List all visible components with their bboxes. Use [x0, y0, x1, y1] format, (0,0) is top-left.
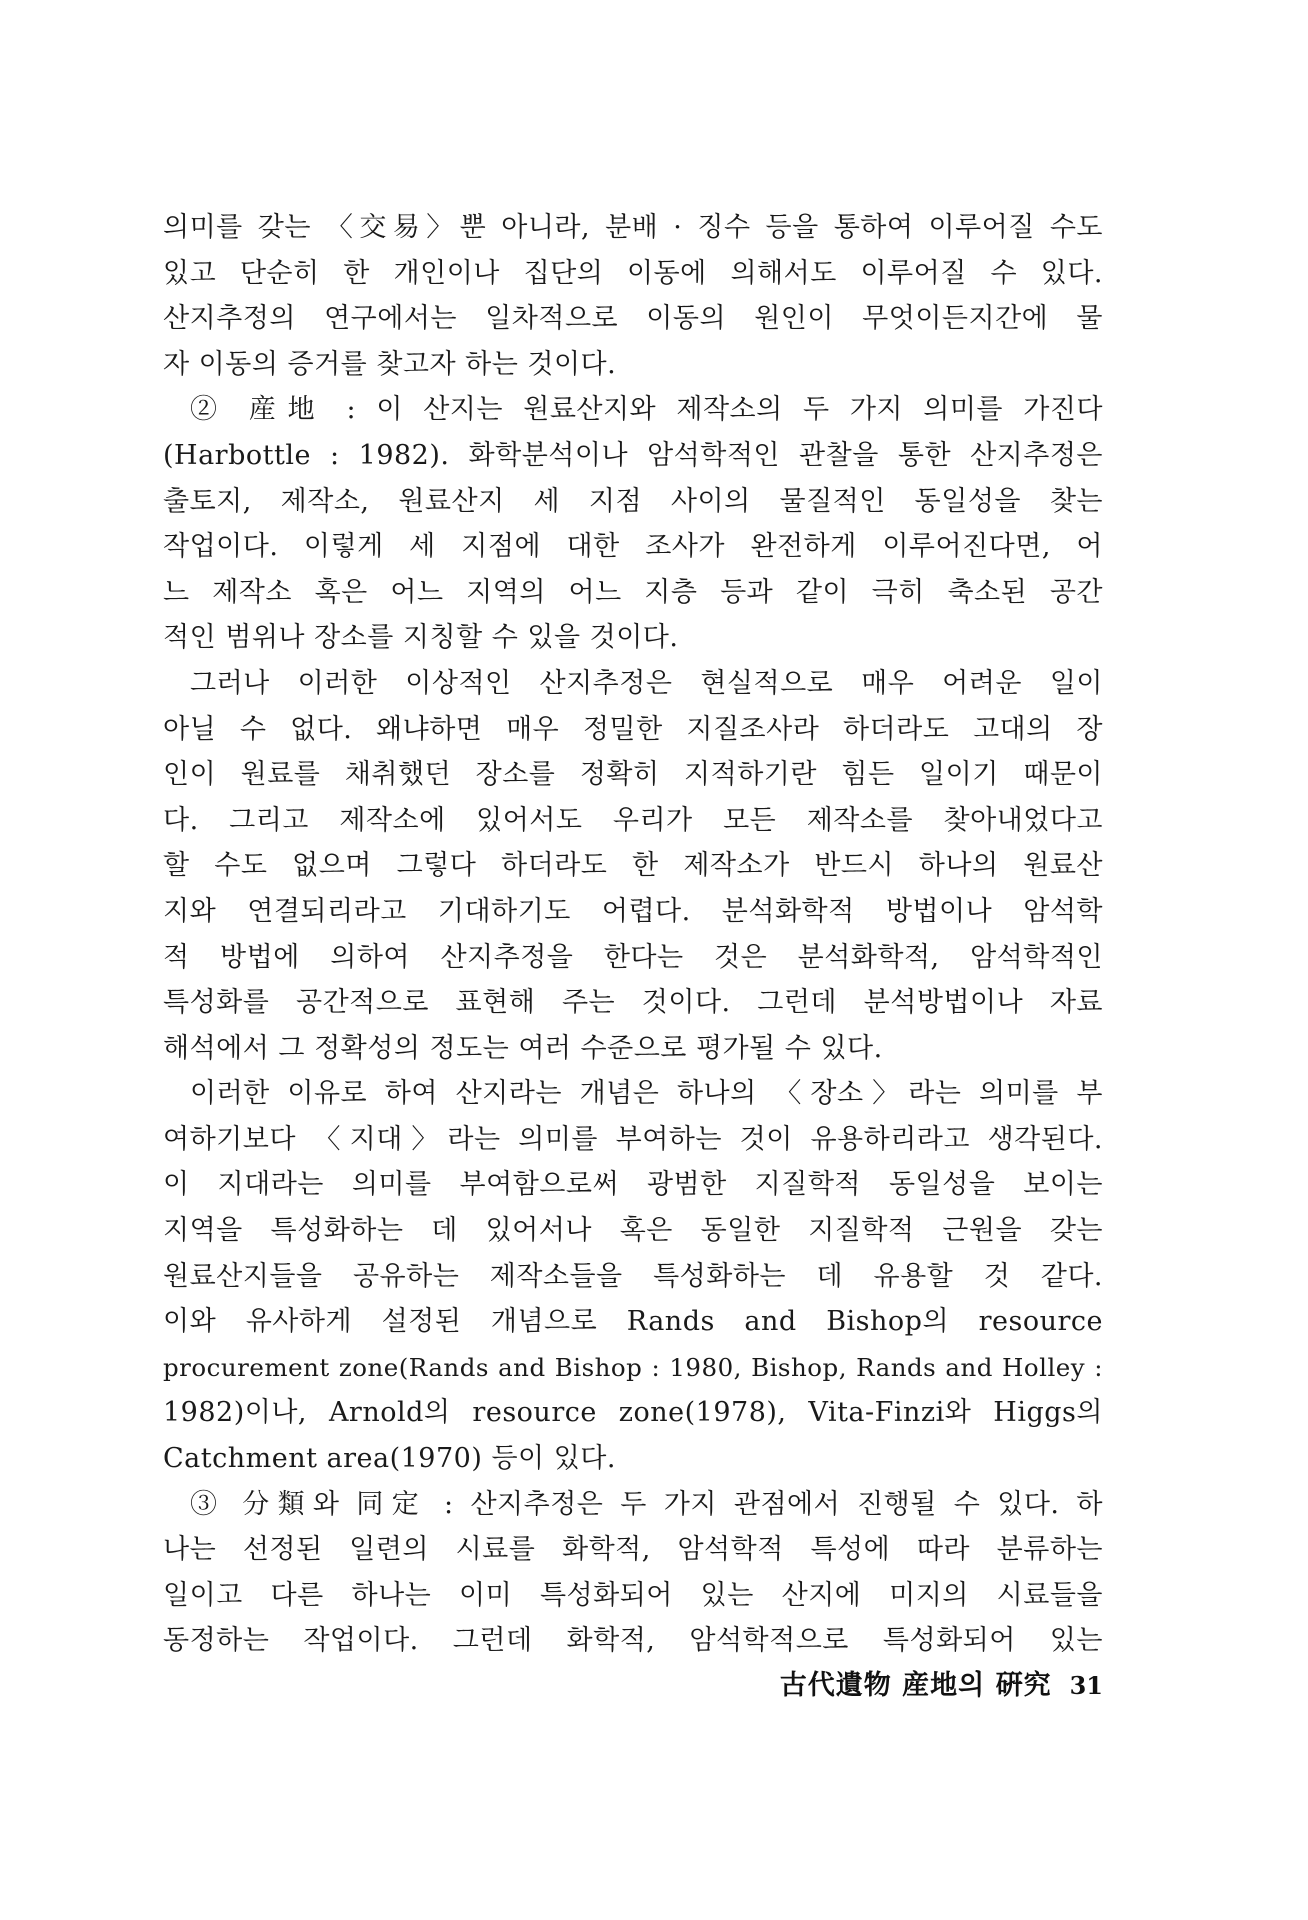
text-line: 출토지, 제작소, 원료산지 세 지점 사이의 물질적인 동일성을 찾는	[163, 485, 1103, 517]
text-line: Catchment area(1970) 등이 있다.	[163, 1443, 616, 1475]
text-line: 여하기보다 〈지대〉라는 의미를 부여하는 것이 유용하리라고 생각된다.	[163, 1123, 1103, 1155]
body-text	[163, 205, 1103, 1664]
running-title: 古代遺物 産地의 硏究	[779, 1670, 1052, 1701]
text-line: 의미를 갖는 〈交易〉뿐 아니라, 분배 · 징수 등을 통하여 이루어질 수도	[163, 212, 1103, 243]
text-line: ③ 分類와 同定 : 산지추정은 두 가지 관점에서 진행될 수 있다. 하	[190, 1488, 1103, 1520]
text-line: 해석에서 그 정확성의 정도는 여러 수준으로 평가될 수 있다.	[163, 1032, 883, 1064]
text-line: 이러한 이유로 하여 산지라는 개념은 하나의 〈장소〉라는 의미를 부	[190, 1078, 1103, 1110]
text-line: 적 방법에 의하여 산지추정을 한다는 것은 분석화학적, 암석학적인	[163, 941, 1103, 973]
text-line: 자 이동의 증거를 찾고자 하는 것이다.	[163, 348, 617, 380]
text-line: 그러나 이러한 이상적인 산지추정은 현실적으로 매우 어려운 일이	[190, 667, 1103, 699]
page-footer	[760, 1663, 1103, 1702]
text-line: 아닐 수 없다. 왜냐하면 매우 정밀한 지질조사라 하더라도 고대의 장	[163, 713, 1103, 745]
text-line: 특성화를 공간적으로 표현해 주는 것이다. 그런데 분석방법이나 자료	[163, 987, 1103, 1019]
text-line: procurement zone(Rands and Bishop : 1980, Bishop, Rands and Holley :	[163, 1352, 1103, 1382]
text-line: 원료산지들을 공유하는 제작소들을 특성화하는 데 유용할 것 같다.	[163, 1260, 1103, 1292]
text-line: 있고 단순히 한 개인이나 집단의 이동에 의해서도 이루어질 수 있다.	[163, 257, 1103, 289]
text-line: 이와 유사하게 설정된 개념으로 Rands and Bishop의 resource	[163, 1306, 1103, 1338]
text-line: 나는 선정된 일련의 시료를 화학적, 암석학적 특성에 따라 분류하는	[163, 1534, 1103, 1566]
text-line: 할 수도 없으며 그렇다 하더라도 한 제작소가 반드시 하나의 원료산	[163, 850, 1103, 882]
text-line: 이 지대라는 의미를 부여함으로써 광범한 지질학적 동일성을 보이는	[163, 1169, 1103, 1201]
text-line: 느 제작소 혹은 어느 지역의 어느 지층 등과 같이 극히 축소된 공간	[163, 576, 1103, 608]
page-number: 31	[1069, 1671, 1103, 1700]
text-line: 동정하는 작업이다. 그런데 화학적, 암석학적으로 특성화되어 있는	[163, 1625, 1103, 1657]
text-line: 1982)이나, Arnold의 resource zone(1978), Vita-Finzi와 Higgs의	[163, 1397, 1103, 1429]
text-line: 다. 그리고 제작소에 있어서도 우리가 모든 제작소를 찾아내었다고	[163, 804, 1103, 836]
text-line: 지와 연결되리라고 기대하기도 어렵다. 분석화학적 방법이나 암석학	[163, 895, 1103, 927]
text-line: 작업이다. 이렇게 세 지점에 대한 조사가 완전하게 이루어진다면, 어	[163, 531, 1103, 563]
text-line: 지역을 특성화하는 데 있어서나 혹은 동일한 지질학적 근원을 갖는	[163, 1215, 1103, 1247]
text-line: ② 産地 : 이 산지는 원료산지와 제작소의 두 가지 의미를 가진다	[190, 394, 1103, 426]
text-line: 일이고 다른 하나는 이미 특성화되어 있는 산지에 미지의 시료들을	[163, 1579, 1103, 1611]
text-line: 산지추정의 연구에서는 일차적으로 이동의 원인이 무엇이든지간에 물	[163, 303, 1103, 335]
text-line: 인이 원료를 채취했던 장소를 정확히 지적하기란 힘든 일이기 때문이	[163, 759, 1103, 791]
text-line: (Harbottle : 1982). 화학분석이나 암석학적인 관찰을 통한 산지추정은	[163, 439, 1103, 471]
text-line: 적인 범위나 장소를 지칭할 수 있을 것이다.	[163, 622, 679, 654]
